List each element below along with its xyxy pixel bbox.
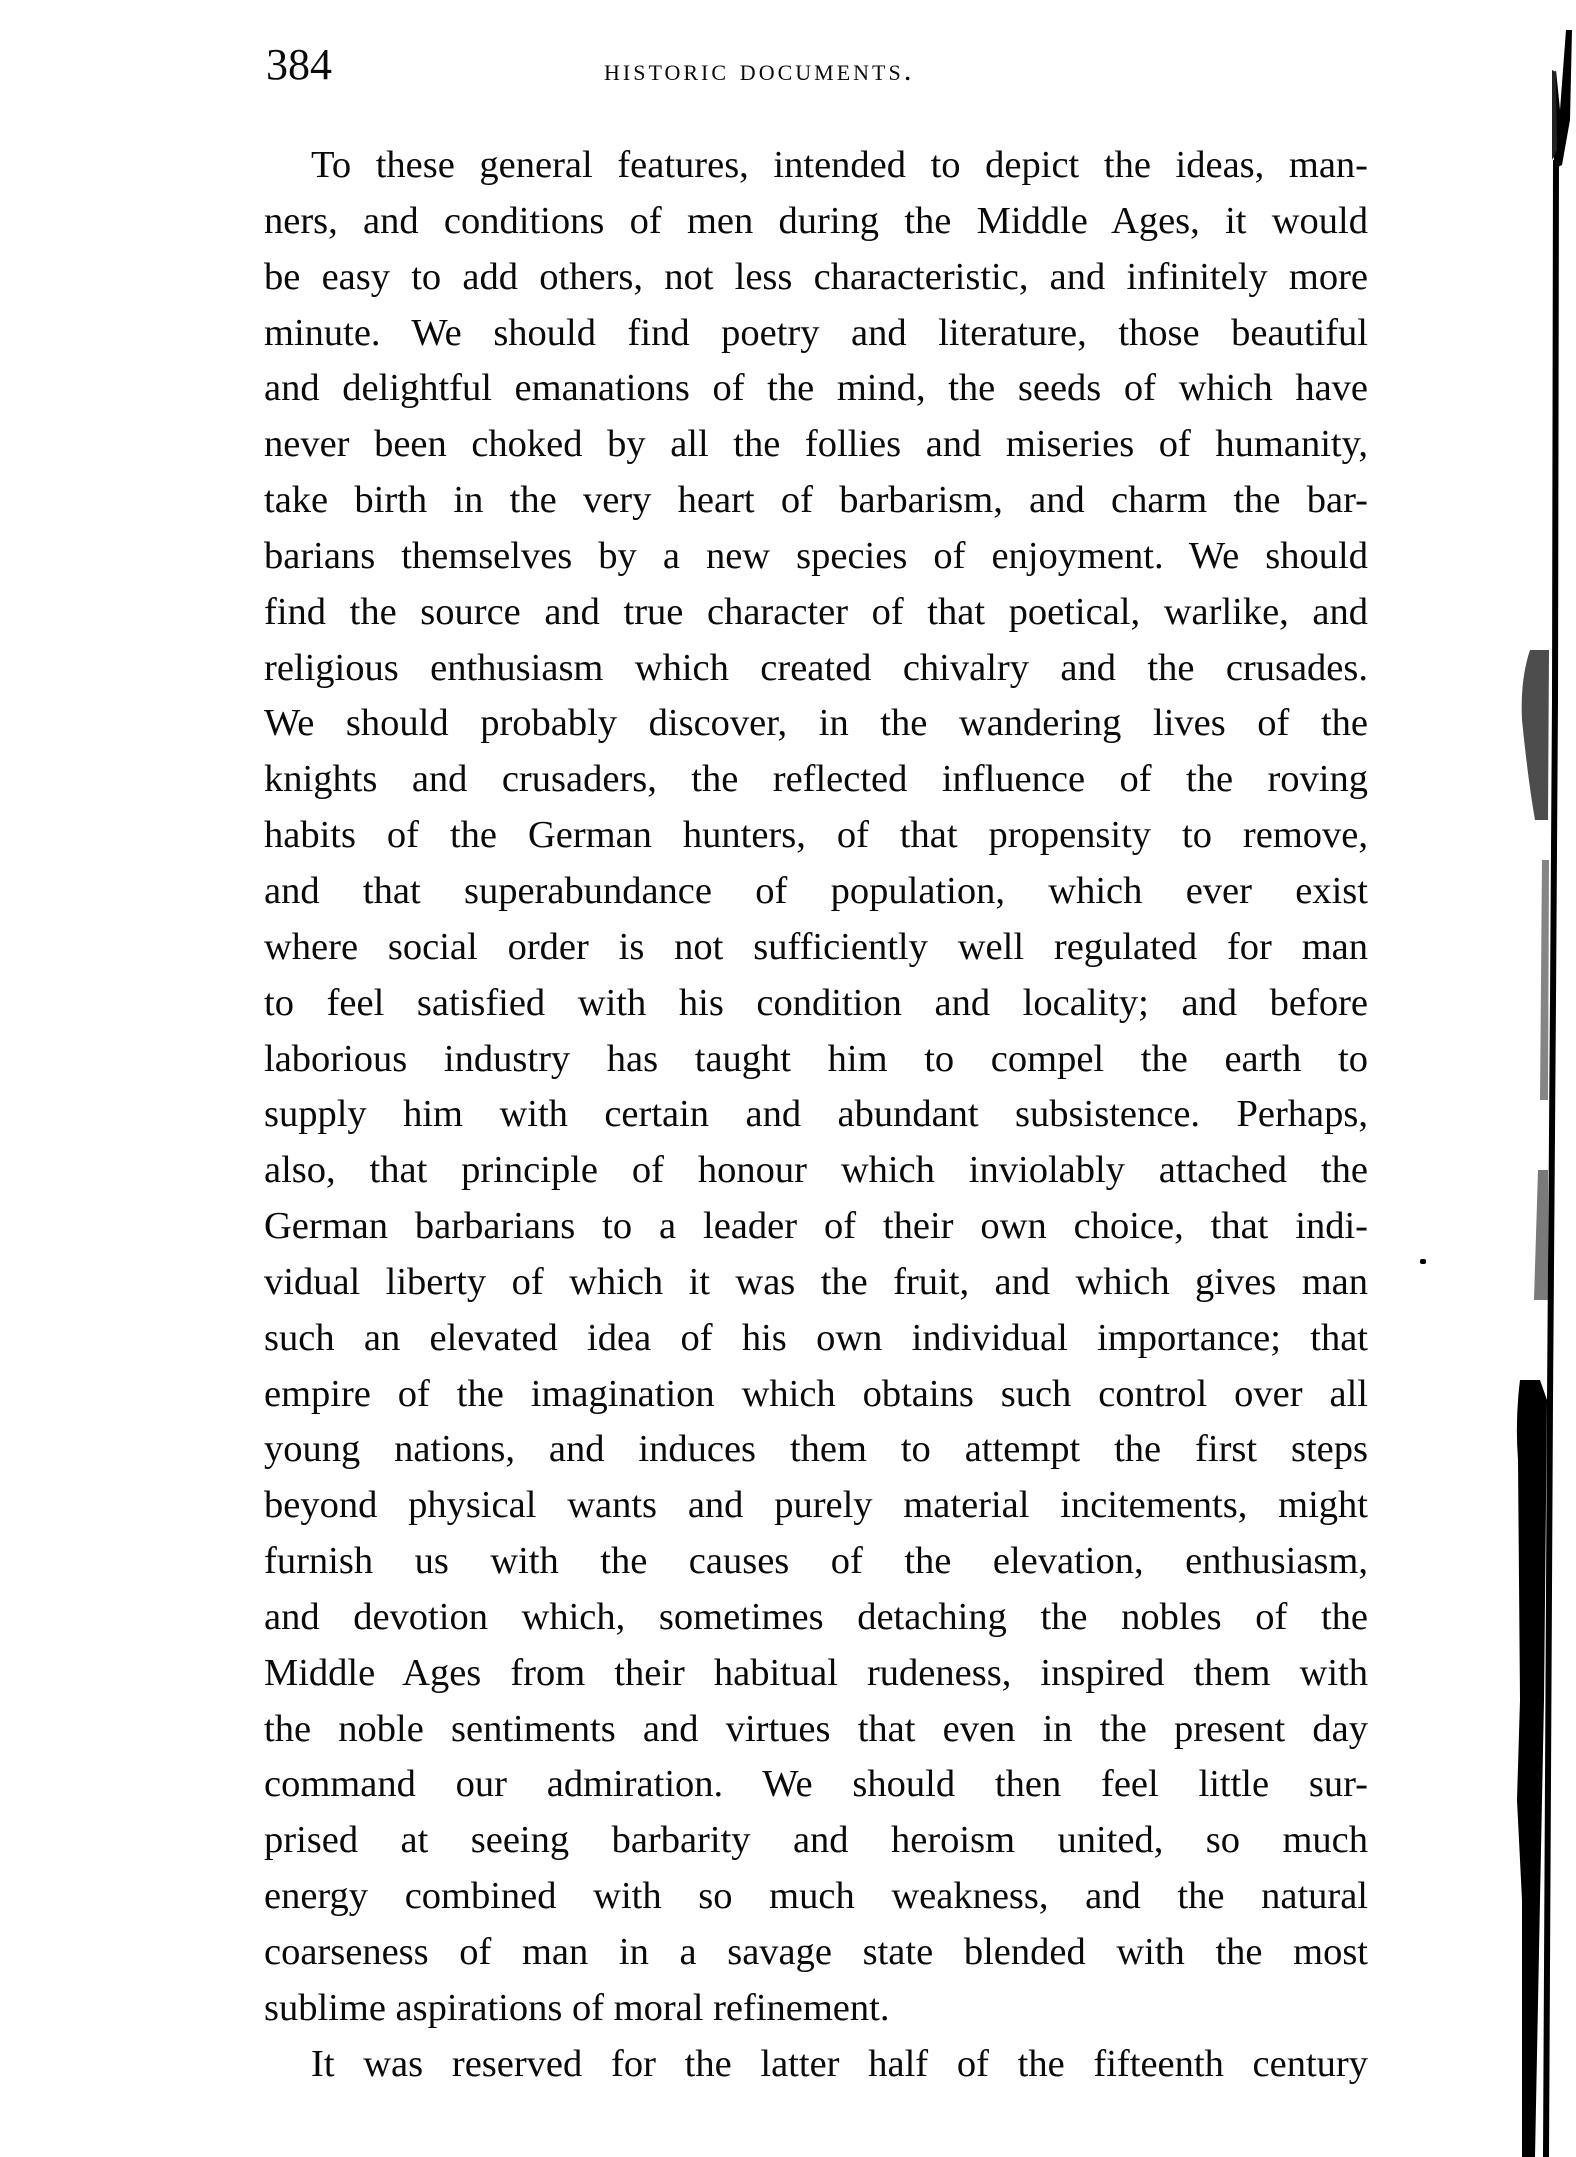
- text-line: find the source and true character of that poetical, warlike, and: [264, 590, 1368, 633]
- text-line: We should probably discover, in the wandering lives of the: [264, 702, 1368, 745]
- text-line: the noble sentiments and virtues that even in the present day: [264, 1707, 1368, 1750]
- binding-line: [1543, 160, 1559, 2157]
- body-text: [264, 138, 1368, 2093]
- text-line: also, that principle of honour which inviolably attached the: [264, 1149, 1368, 1192]
- text-line: habits of the German hunters, of that propensity to remove,: [264, 814, 1368, 857]
- text-line: command our admiration. We should then feel little sur-: [264, 1763, 1368, 1806]
- text-line: empire of the imagination which obtains such control over all: [264, 1372, 1368, 1415]
- text-line: never been choked by all the follies and miseries of humanity,: [264, 423, 1368, 466]
- text-line: knights and crusaders, the reflected influence of the roving: [264, 758, 1368, 801]
- binding-smudge-lower: [1534, 1170, 1548, 1300]
- binding-smudge-upper: [1522, 650, 1549, 820]
- text-line: take birth in the very heart of barbarism, and charm the bar-: [264, 479, 1368, 522]
- text-line: furnish us with the causes of the elevation, enthusiasm,: [264, 1540, 1368, 1583]
- binding-streak-top: [1552, 30, 1572, 168]
- text-line: where social order is not sufficiently well regulated for man: [264, 925, 1368, 968]
- text-line: supply him with certain and abundant subsistence. Perhaps,: [264, 1093, 1368, 1136]
- page-number: 384: [266, 40, 332, 89]
- text-line: German barbarians to a leader of their own choice, that indi-: [264, 1205, 1368, 1248]
- text-line: minute. We should find poetry and literature, those beautiful: [264, 311, 1368, 354]
- text-line: coarseness of man in a savage state blended with the most: [264, 1931, 1368, 1973]
- text-line: ners, and conditions of men during the Middle Ages, it would: [264, 199, 1368, 242]
- ink-speck: [1420, 1259, 1426, 1264]
- running-head: [264, 40, 1368, 90]
- text-line: and that superabundance of population, which ever exist: [264, 869, 1368, 912]
- running-title: historic documents.: [604, 52, 915, 87]
- text-line: religious enthusiasm which created chivalry and the crusades.: [264, 646, 1368, 689]
- text-line: prised at seeing barbarity and heroism united, so much: [264, 1819, 1368, 1862]
- text-line: energy combined with so much weakness, and the natural: [264, 1875, 1368, 1918]
- text-line: It was reserved for the latter half of the fifteenth century: [311, 2042, 1368, 2085]
- text-line: Middle Ages from their habitual rudeness, inspired them with: [264, 1651, 1368, 1694]
- text-line: barians themselves by a new species of enjoyment. We should: [264, 534, 1368, 577]
- text-line: be easy to add others, not less characteristic, and infinitely more: [264, 255, 1368, 298]
- text-line: young nations, and induces them to attempt the first steps: [264, 1428, 1368, 1471]
- text-line: beyond physical wants and purely material incitements, might: [264, 1484, 1368, 1527]
- text-line: and devotion which, sometimes detaching the nobles of the: [264, 1595, 1368, 1638]
- text-line: such an elevated idea of his own individual importance; that: [264, 1316, 1368, 1359]
- text-line: to feel satisfied with his condition and locality; and before: [264, 981, 1368, 1024]
- text-line: vidual liberty of which it was the fruit, and which gives man: [264, 1260, 1368, 1303]
- binding-streak-fork: [1552, 70, 1557, 160]
- text-line: sublime aspirations of moral refinement.: [264, 1986, 890, 2029]
- text-line: and delightful emanations of the mind, the seeds of which have: [264, 367, 1368, 410]
- binding-speckle-mid: [1540, 860, 1549, 1100]
- text-line: laborious industry has taught him to compel the earth to: [264, 1037, 1368, 1080]
- binding-band-lower: [1517, 1380, 1547, 2157]
- text-line: To these general features, intended to depict the ideas, man-: [311, 144, 1368, 186]
